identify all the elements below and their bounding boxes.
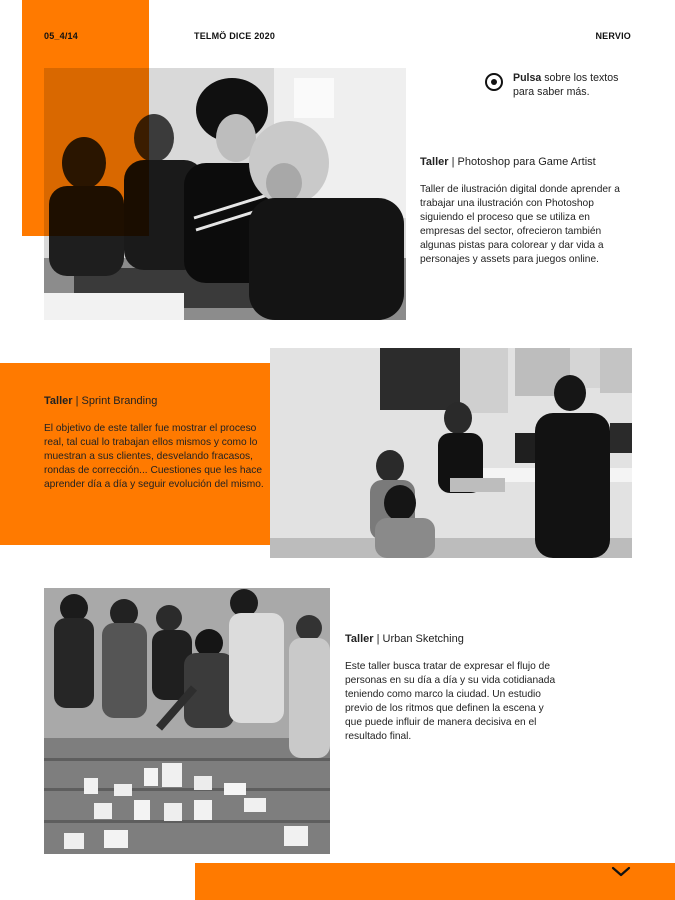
workshop-2-name: Sprint Branding xyxy=(81,395,158,407)
photo-sprint-branding xyxy=(270,348,632,558)
pulse-hint-bold: Pulsa xyxy=(513,72,542,84)
brand-name: NERVIO xyxy=(595,31,631,41)
workshop-1-description[interactable]: Taller de ilustración digital donde aprender a trabajar una ilustración con Photoshop siguiendo el proceso que se utiliza en empresas del sector, ofrecieron también algunas pistas para colorear y dar vida a personajes y assets para juegos online. xyxy=(420,184,620,265)
workshop-3-name: Urban Sketching xyxy=(382,633,464,645)
workshop-3-separator: | xyxy=(373,633,383,645)
workshop-1-separator: | xyxy=(448,156,458,168)
photo-orange-overlay xyxy=(44,68,149,236)
workshop-2-label: Taller xyxy=(44,395,73,407)
workshop-3-description[interactable]: Este taller busca tratar de expresar el flujo de personas en su día a día y su vida cotidianada teniendo como marco la ciudad. Un estudio previo de los ritmos que definen la escena y que puede influir de manera decisiva en el resultado final. xyxy=(345,661,556,742)
workshop-3-heading[interactable] xyxy=(345,633,464,645)
workshop-2-description[interactable]: El objetivo de este taller fue mostrar el proceso real, tal cual lo trabajan ellos mismos y como lo muestran a sus clientes, desvelando fracasos, rondas de corrección... Cuestiones que les hace aprender día a día y seguir evolución del mismo. xyxy=(44,423,264,490)
page-number: 05_4/14 xyxy=(44,31,78,41)
workshop-1-name: Photoshop para Game Artist xyxy=(457,156,596,168)
chevron-down-icon[interactable] xyxy=(610,862,632,880)
photo-urban-sketching xyxy=(44,588,330,854)
workshop-2-heading[interactable] xyxy=(44,395,157,407)
workshop-1-heading[interactable] xyxy=(420,156,596,168)
target-icon[interactable] xyxy=(485,73,503,91)
workshop-3-label: Taller xyxy=(345,633,374,645)
footer-bar xyxy=(195,863,675,900)
pulse-hint-text: sobre los textos para saber más. xyxy=(513,72,619,98)
workshop-2-separator: | xyxy=(72,395,82,407)
pulse-hint[interactable] xyxy=(513,71,638,99)
magazine-title: TELMÖ DICE 2020 xyxy=(194,31,276,41)
workshop-1-label: Taller xyxy=(420,156,449,168)
